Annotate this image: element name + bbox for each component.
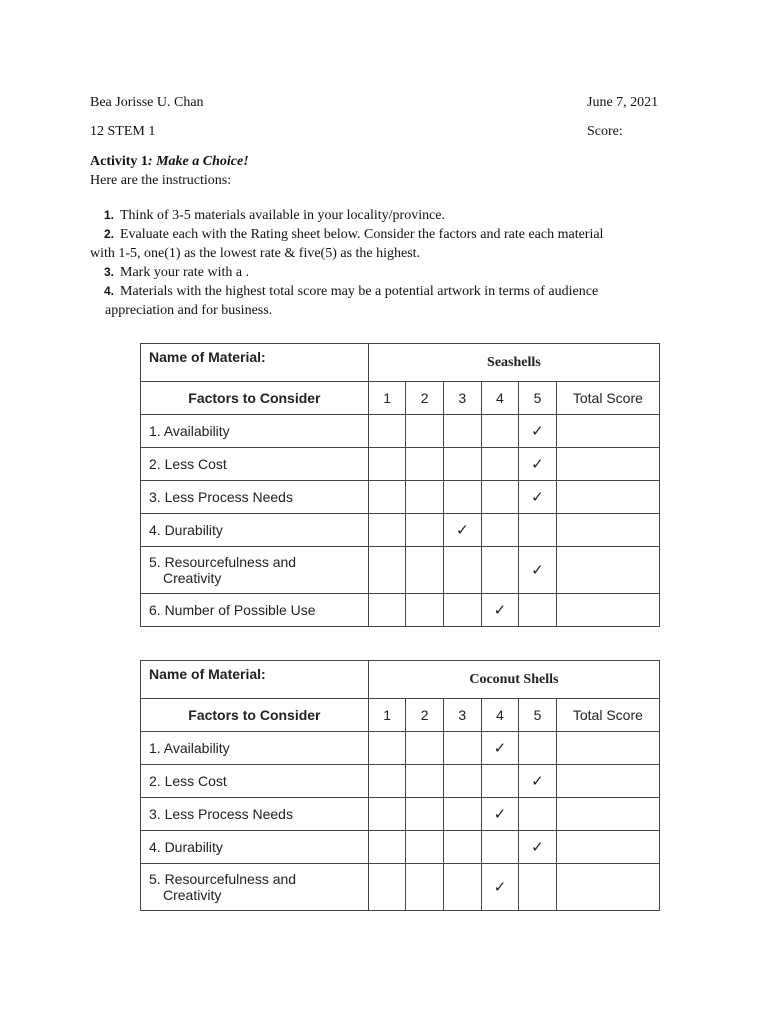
instruction-item: 2. Evaluate each with the Rating sheet below. Consider the factors and rate each material with 1-5, one(1) as the lowest rate & five(5) as the highest. <box>90 227 604 261</box>
instruction-item: 1. Think of 3-5 materials available in your locality/province. <box>104 208 446 223</box>
rating-cell-2[interactable] <box>406 415 444 448</box>
activity-label: Activity 1 <box>90 154 148 169</box>
rating-cell-4[interactable] <box>481 798 519 831</box>
rating-cell-2[interactable] <box>406 765 444 798</box>
factors-header: Factors to Consider <box>141 382 369 415</box>
rating-cell-1[interactable] <box>368 514 406 547</box>
table-row <box>141 732 660 765</box>
total-score-header: Total Score <box>556 699 659 732</box>
rating-cell-1[interactable] <box>368 831 406 864</box>
total-score-cell[interactable] <box>556 864 659 911</box>
instructions-intro: Here are the instructions: <box>90 173 232 188</box>
table-row <box>141 831 660 864</box>
rating-cell-5[interactable] <box>519 864 557 911</box>
total-score-cell[interactable] <box>556 732 659 765</box>
score-header-5: 5 <box>519 699 557 732</box>
table-row <box>141 765 660 798</box>
material-name: Seashells <box>368 344 659 382</box>
instructions-list <box>90 206 670 320</box>
rating-cell-4[interactable] <box>481 547 519 594</box>
rating-cell-2[interactable] <box>406 547 444 594</box>
rating-cell-4[interactable] <box>481 831 519 864</box>
rating-cell-1[interactable] <box>368 448 406 481</box>
rating-cell-5[interactable] <box>519 831 557 864</box>
rating-cell-5[interactable] <box>519 448 557 481</box>
rating-cell-3[interactable] <box>443 864 481 911</box>
rating-cell-3[interactable] <box>443 798 481 831</box>
rating-cell-5[interactable] <box>519 732 557 765</box>
check-mark-icon: ✓ <box>493 806 507 823</box>
rating-cell-3[interactable] <box>443 594 481 627</box>
score-header-1: 1 <box>368 699 406 732</box>
rating-cell-1[interactable] <box>368 547 406 594</box>
rating-cell-4[interactable] <box>481 594 519 627</box>
table-row <box>141 514 660 547</box>
rating-table-coconut-shells <box>140 660 660 911</box>
total-score-cell[interactable] <box>556 514 659 547</box>
check-mark-icon: ✓ <box>531 839 544 856</box>
name-of-material-label: Name of Material: <box>149 666 266 682</box>
rating-cell-5[interactable] <box>519 594 557 627</box>
rating-table-seashells <box>140 343 660 627</box>
rating-cell-5[interactable] <box>519 765 557 798</box>
rating-cell-3[interactable] <box>443 732 481 765</box>
rating-cell-2[interactable] <box>406 481 444 514</box>
rating-cell-5[interactable] <box>519 514 557 547</box>
factor-cell: 2. Less Cost <box>141 448 369 481</box>
factor-cell: 4. Durability <box>141 831 369 864</box>
check-mark-icon: ✓ <box>531 456 544 473</box>
check-mark-icon: ✓ <box>531 773 544 790</box>
score-header-3: 3 <box>443 699 481 732</box>
rating-cell-4[interactable] <box>481 765 519 798</box>
date: June 7, 2021 <box>587 95 659 110</box>
rating-cell-3[interactable] <box>443 547 481 594</box>
total-score-cell[interactable] <box>556 831 659 864</box>
rating-cell-1[interactable] <box>368 732 406 765</box>
student-name: Bea Jorisse U. Chan <box>90 95 204 110</box>
rating-cell-1[interactable] <box>368 864 406 911</box>
total-score-cell[interactable] <box>556 547 659 594</box>
table-row <box>141 415 660 448</box>
check-mark-icon: ✓ <box>531 562 544 579</box>
rating-cell-2[interactable] <box>406 798 444 831</box>
total-score-cell[interactable] <box>556 448 659 481</box>
total-score-cell[interactable] <box>556 765 659 798</box>
rating-cell-1[interactable] <box>368 594 406 627</box>
rating-cell-3[interactable] <box>443 415 481 448</box>
material-name: Coconut Shells <box>368 661 659 699</box>
factor-cell: 2. Less Cost <box>141 765 369 798</box>
score-header-5: 5 <box>519 382 557 415</box>
total-score-cell[interactable] <box>556 594 659 627</box>
factor-cell: 1. Availability <box>141 732 369 765</box>
factor-cell: 5. Resourcefulness and Creativity <box>141 864 369 911</box>
check-mark-icon: ✓ <box>531 423 544 440</box>
table-row <box>141 864 660 911</box>
factor-cell: 6. Number of Possible Use <box>141 594 369 627</box>
rating-cell-4[interactable] <box>481 514 519 547</box>
table-row <box>141 594 660 627</box>
activity-title <box>90 154 249 170</box>
rating-cell-1[interactable] <box>368 765 406 798</box>
rating-cell-2[interactable] <box>406 864 444 911</box>
total-score-header: Total Score <box>556 382 659 415</box>
factor-cell: 3. Less Process Needs <box>141 481 369 514</box>
score-header-2: 2 <box>406 382 444 415</box>
rating-cell-2[interactable] <box>406 732 444 765</box>
rating-cell-5[interactable] <box>519 481 557 514</box>
activity-subtitle: : Make a Choice! <box>147 154 249 169</box>
rating-cell-2[interactable] <box>406 594 444 627</box>
rating-cell-5[interactable] <box>519 798 557 831</box>
rating-cell-5[interactable] <box>519 547 557 594</box>
check-mark-icon: ✓ <box>455 522 469 539</box>
check-mark-icon: ✓ <box>531 489 544 506</box>
rating-cell-4[interactable] <box>481 448 519 481</box>
check-mark-icon: ✓ <box>493 740 507 757</box>
name-of-material-label: Name of Material: <box>149 349 266 365</box>
rating-cell-3[interactable] <box>443 831 481 864</box>
rating-cell-3[interactable] <box>443 514 481 547</box>
rating-cell-3[interactable] <box>443 765 481 798</box>
rating-cell-1[interactable] <box>368 798 406 831</box>
factors-header: Factors to Consider <box>141 699 369 732</box>
rating-cell-4[interactable] <box>481 481 519 514</box>
score-header-4: 4 <box>481 382 519 415</box>
instruction-item: 3. Mark your rate with a . <box>104 265 250 280</box>
table-row <box>141 448 660 481</box>
score-label: Score: <box>587 124 623 139</box>
rating-cell-1[interactable] <box>368 481 406 514</box>
score-header-3: 3 <box>443 382 481 415</box>
rating-cell-4[interactable] <box>481 864 519 911</box>
rating-cell-3[interactable] <box>443 481 481 514</box>
table-row <box>141 481 660 514</box>
score-header-1: 1 <box>368 382 406 415</box>
factor-cell: 3. Less Process Needs <box>141 798 369 831</box>
score-header-2: 2 <box>406 699 444 732</box>
check-mark-icon: ✓ <box>493 602 507 619</box>
rating-cell-2[interactable] <box>406 831 444 864</box>
table-row <box>141 798 660 831</box>
factor-cell: 1. Availability <box>141 415 369 448</box>
table-row <box>141 547 660 594</box>
rating-cell-1[interactable] <box>368 415 406 448</box>
rating-cell-3[interactable] <box>443 448 481 481</box>
total-score-cell[interactable] <box>556 798 659 831</box>
factor-cell: 4. Durability <box>141 514 369 547</box>
total-score-cell[interactable] <box>556 415 659 448</box>
rating-cell-2[interactable] <box>406 448 444 481</box>
rating-cell-2[interactable] <box>406 514 444 547</box>
rating-cell-5[interactable] <box>519 415 557 448</box>
instruction-item: 4. Materials with the highest total score may be a potential artwork in terms of audience appreciation and for business. <box>104 284 599 318</box>
factor-cell: 5. Resourcefulness and Creativity <box>141 547 369 594</box>
section: 12 STEM 1 <box>90 124 156 139</box>
rating-cell-4[interactable] <box>481 415 519 448</box>
score-header-4: 4 <box>481 699 519 732</box>
total-score-cell[interactable] <box>556 481 659 514</box>
check-mark-icon: ✓ <box>493 879 507 896</box>
rating-cell-4[interactable] <box>481 732 519 765</box>
